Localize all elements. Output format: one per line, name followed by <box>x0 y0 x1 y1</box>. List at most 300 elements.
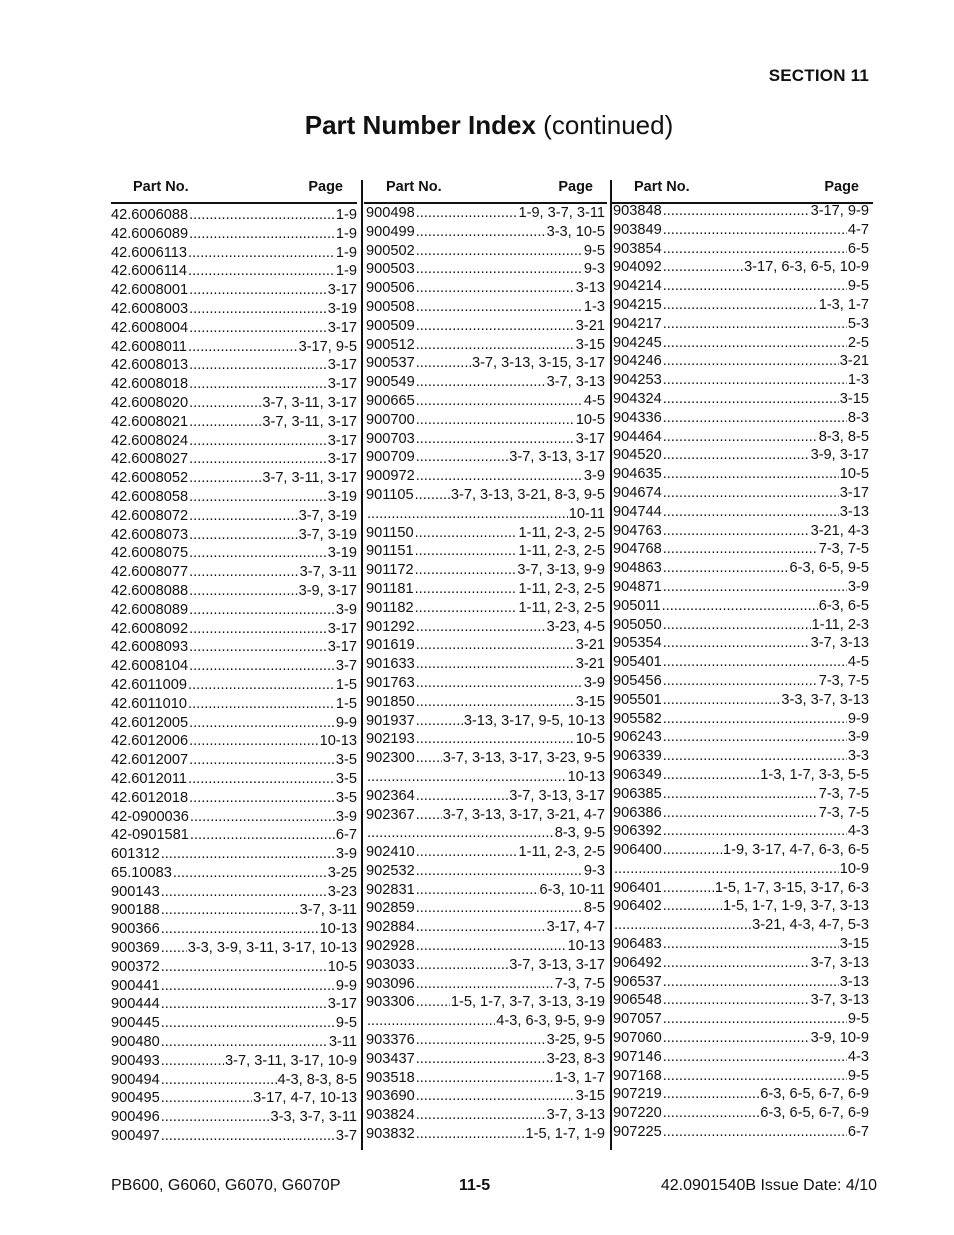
dot-leader <box>189 563 299 582</box>
index-entry <box>111 1127 357 1146</box>
part-number: 905354 <box>613 635 662 652</box>
page-references: 3-7, 3-13 <box>810 992 869 1009</box>
dot-leader <box>190 826 335 845</box>
dot-leader <box>663 672 818 691</box>
index-entry <box>111 1052 357 1071</box>
footer-models: PB600, G6060, G6070, G6070P <box>111 1177 341 1194</box>
page-references: 8-3 <box>847 409 869 426</box>
page-references: 3-7, 3-13 <box>546 374 605 391</box>
page-references: 9-3 <box>583 261 605 278</box>
index-entry <box>111 544 357 563</box>
part-number: 42.6008020 <box>111 394 189 411</box>
part-number: 902831 <box>366 881 415 898</box>
part-number: 901172 <box>366 562 414 579</box>
page-references: 3-17 <box>327 319 357 336</box>
column-header <box>612 178 873 204</box>
part-number: 906492 <box>613 954 662 971</box>
dot-leader <box>663 1010 847 1029</box>
index-entry <box>613 691 869 710</box>
dot-leader <box>189 300 327 319</box>
dot-leader <box>663 1048 847 1067</box>
page-references: 10-9 <box>839 860 869 877</box>
index-entry <box>366 993 605 1012</box>
page-references: 3-7, 3-11, 3-17 <box>262 394 357 411</box>
index-entry <box>613 221 869 240</box>
part-number: 42.6011010 <box>111 695 188 712</box>
part-no-header: Part No. <box>634 179 690 195</box>
dot-leader <box>416 1125 525 1144</box>
part-number: 907168 <box>613 1067 662 1084</box>
dot-leader <box>663 522 810 541</box>
index-entry <box>366 430 605 449</box>
dot-leader <box>416 430 575 449</box>
index-entry <box>613 897 869 916</box>
part-number: 901150 <box>366 524 414 541</box>
page-references: 3-7, 3-11 <box>299 564 357 581</box>
dot-leader <box>188 338 298 357</box>
page-references: 6-3, 6-5, 9-5 <box>789 560 869 577</box>
part-number: 903824 <box>366 1107 415 1124</box>
part-number: 906349 <box>613 766 662 783</box>
index-entry <box>366 392 605 411</box>
part-number: 42.6011009 <box>111 676 188 693</box>
dot-leader <box>189 601 335 620</box>
index-entry <box>366 618 605 637</box>
index-entry <box>613 822 869 841</box>
page-references: 3-21, 4-3, 4-7, 5-3 <box>752 917 869 934</box>
index-entry <box>366 505 605 524</box>
part-number: 904246 <box>613 353 662 370</box>
part-number: 42.6008011 <box>111 338 188 355</box>
part-number: 601312 <box>111 846 160 863</box>
index-entry <box>111 958 357 977</box>
page-references: 6-3, 6-5 <box>818 597 869 614</box>
index-entry <box>111 432 357 451</box>
index-entry <box>111 826 357 845</box>
page-references: 3-7, 3-19 <box>298 507 357 524</box>
part-number: 904217 <box>613 315 662 332</box>
dot-leader <box>367 824 554 843</box>
index-entry <box>111 244 357 263</box>
page-references: 3-7, 3-13, 3-17 <box>509 449 605 466</box>
page-references: 1-9 <box>335 207 357 223</box>
dot-leader <box>189 375 327 394</box>
part-number: 901151 <box>366 543 414 560</box>
dot-leader <box>189 488 327 507</box>
dot-leader <box>416 1069 554 1088</box>
dot-leader <box>189 469 261 488</box>
part-number: 42.6008021 <box>111 413 189 430</box>
dot-leader <box>161 1014 335 1033</box>
dot-leader <box>415 524 518 543</box>
index-entry <box>366 298 605 317</box>
index-entry <box>366 448 605 467</box>
part-number: 906339 <box>613 748 662 765</box>
page-references: 1-5, 1-7, 1-9 <box>525 1126 605 1143</box>
page-references: 3-17 <box>839 484 869 501</box>
dot-leader <box>161 883 327 902</box>
part-number: 903437 <box>366 1050 415 1067</box>
part-number: 42.6008077 <box>111 564 189 581</box>
dot-leader <box>189 413 261 432</box>
part-number: 901850 <box>366 693 415 710</box>
index-entry <box>366 881 605 900</box>
part-number: 906402 <box>613 898 662 915</box>
page-references: 3-15 <box>575 1088 605 1105</box>
dot-leader <box>189 225 335 244</box>
page-references: 3-21 <box>575 637 605 654</box>
part-number: 42.6008093 <box>111 639 189 656</box>
part-number: 42-0901581 <box>111 827 189 844</box>
index-entry <box>366 467 605 486</box>
part-number: 42.6006088 <box>111 207 189 223</box>
index-entry <box>111 488 357 507</box>
part-number: 904635 <box>613 466 662 483</box>
index-entry <box>613 1104 869 1123</box>
page-references: 3-7, 3-13, 3-21, 8-3, 9-5 <box>450 486 605 503</box>
page-references: 4-7 <box>847 221 869 238</box>
index-entry <box>613 785 869 804</box>
page-references: 3-17, 6-3, 6-5, 10-9 <box>744 259 869 276</box>
index-entry <box>613 522 869 541</box>
index-entry <box>366 204 605 223</box>
part-number: 900703 <box>366 430 415 447</box>
dot-leader <box>189 751 335 770</box>
dot-leader <box>416 618 546 637</box>
dot-leader <box>614 916 751 935</box>
part-number: 902532 <box>366 862 415 879</box>
index-entry <box>613 916 869 935</box>
part-number: 903854 <box>613 240 662 257</box>
page-references: 3-17, 9-9 <box>810 203 869 219</box>
index-entry <box>366 561 605 580</box>
dot-leader <box>416 787 509 806</box>
part-number: 900496 <box>111 1109 160 1126</box>
part-number: 42.6008052 <box>111 470 189 487</box>
page-references: 3-11 <box>328 1034 357 1051</box>
index-entry <box>613 559 869 578</box>
page-references: 3-13 <box>839 973 869 990</box>
dot-leader <box>416 242 583 261</box>
page-references: 3-19 <box>327 488 357 505</box>
page-references: 3-17 <box>327 639 357 656</box>
page-references: 1-5 <box>335 695 357 712</box>
page-references: 4-3, 6-3, 9-5, 9-9 <box>496 1013 605 1030</box>
index-entry <box>366 524 605 543</box>
part-number: 906548 <box>613 992 662 1009</box>
index-entry <box>613 503 869 522</box>
index-entry <box>366 599 605 618</box>
dot-leader <box>663 446 810 465</box>
part-number: 902928 <box>366 938 415 955</box>
index-entry <box>111 582 357 601</box>
dot-leader <box>161 1108 270 1127</box>
index-entry <box>613 1067 869 1086</box>
part-number: 900495 <box>111 1090 160 1107</box>
part-number: 903376 <box>366 1032 415 1049</box>
dot-leader <box>188 676 335 695</box>
index-entry <box>366 824 605 843</box>
part-number: 902410 <box>366 844 415 861</box>
part-number: 904324 <box>613 390 662 407</box>
dot-leader <box>416 862 583 881</box>
dot-leader <box>161 1071 277 1090</box>
index-entry <box>613 954 869 973</box>
page-references: 3-17, 9-5 <box>298 338 357 355</box>
page-references: 3-17 <box>327 620 357 637</box>
page-references: 1-11, 2-3 <box>811 616 869 633</box>
dot-leader <box>415 486 450 505</box>
page-references: 3-9 <box>583 468 605 485</box>
part-number: 901763 <box>366 674 415 691</box>
section-label: SECTION 11 <box>768 66 869 85</box>
part-number: 900509 <box>366 317 415 334</box>
dot-leader <box>161 901 299 920</box>
index-entry <box>613 597 869 616</box>
entry-list <box>366 204 605 1144</box>
dot-leader <box>416 223 546 242</box>
page-references: 9-9 <box>335 714 357 731</box>
dot-leader <box>189 620 327 639</box>
dot-leader <box>189 582 297 601</box>
index-entry <box>111 300 357 319</box>
index-entry <box>366 317 605 336</box>
index-entry <box>111 864 357 883</box>
dot-leader <box>663 785 818 804</box>
dot-leader <box>367 1012 495 1031</box>
index-entry <box>111 1033 357 1052</box>
part-number: 900188 <box>111 902 160 919</box>
page-references: 10-5 <box>575 411 605 428</box>
index-entry <box>613 371 869 390</box>
part-number: 42.6008018 <box>111 376 189 393</box>
part-number: 905401 <box>613 654 662 671</box>
dot-leader <box>663 1029 810 1048</box>
dot-leader <box>415 561 517 580</box>
part-number: 904092 <box>613 259 662 276</box>
part-number: 42.6012011 <box>111 770 188 787</box>
index-entry <box>366 749 605 768</box>
index-entry <box>613 634 869 653</box>
dot-leader <box>663 973 839 992</box>
part-number: 42.6012007 <box>111 752 189 769</box>
page-references: 7-3, 7-5 <box>554 975 605 992</box>
part-number: 901181 <box>366 580 414 597</box>
part-number: 42.6012005 <box>111 714 189 731</box>
part-number: 907057 <box>613 1011 662 1028</box>
part-number: 905501 <box>613 691 662 708</box>
dot-leader <box>663 221 847 240</box>
page-references: 1-9, 3-7, 3-11 <box>518 205 605 221</box>
dot-leader <box>161 1127 335 1146</box>
page-references: 3-13 <box>839 503 869 520</box>
part-number: 42.6008092 <box>111 620 189 637</box>
page-references: 3-17, 4-7 <box>546 919 605 936</box>
index-entry <box>111 206 357 225</box>
part-number: 906243 <box>613 729 662 746</box>
part-number: 902884 <box>366 919 415 936</box>
index-entry <box>111 995 357 1014</box>
dot-leader <box>189 638 327 657</box>
page-references: 3-25 <box>327 864 357 881</box>
page-references: 1-5, 1-7, 1-9, 3-7, 3-13 <box>722 898 869 915</box>
index-entry <box>613 1029 869 1048</box>
part-number: 42.6012006 <box>111 733 189 750</box>
dot-leader <box>663 634 810 653</box>
page-references: 3-17 <box>575 430 605 447</box>
page-references: 1-3 <box>847 372 869 389</box>
page-references: 3-15 <box>575 336 605 353</box>
dot-leader <box>161 920 319 939</box>
dot-leader <box>663 841 722 860</box>
dot-leader <box>663 935 839 954</box>
part-number: 904768 <box>613 541 662 558</box>
index-entry <box>613 935 869 954</box>
index-entry <box>111 1108 357 1127</box>
column-header <box>111 178 357 204</box>
dot-leader <box>663 484 839 503</box>
dot-leader <box>663 202 810 221</box>
index-entry <box>366 1087 605 1106</box>
index-entry <box>366 956 605 975</box>
part-number: 907146 <box>613 1048 662 1065</box>
part-no-header: Part No. <box>386 179 442 195</box>
dot-leader <box>663 409 847 428</box>
part-number: 905050 <box>613 616 662 633</box>
part-number: 902859 <box>366 900 415 917</box>
page-references: 1-3, 1-7 <box>818 296 869 313</box>
page-header: Page <box>558 179 593 195</box>
dot-leader <box>367 505 568 524</box>
index-entry <box>613 484 869 503</box>
page-references: 4-3, 8-3, 8-5 <box>277 1071 357 1088</box>
page-references: 7-3, 7-5 <box>818 785 869 802</box>
dot-leader <box>189 507 297 526</box>
index-entry <box>613 747 869 766</box>
dot-leader <box>663 1104 760 1123</box>
page-references: 3-9 <box>583 674 605 691</box>
dot-leader <box>416 373 546 392</box>
part-number: 901182 <box>366 599 414 616</box>
page-references: 3-9 <box>335 808 357 825</box>
index-entry <box>613 1048 869 1067</box>
part-number: 42.6008001 <box>111 282 189 299</box>
dot-leader <box>188 262 335 281</box>
dot-leader <box>416 881 539 900</box>
index-entry <box>613 1085 869 1104</box>
index-entry <box>613 540 869 559</box>
dot-leader <box>416 1031 546 1050</box>
index-entry <box>111 939 357 958</box>
dot-leader <box>663 804 818 823</box>
part-number: 907060 <box>613 1030 662 1047</box>
part-number: 900369 <box>111 940 160 957</box>
page-references: 7-3, 7-5 <box>818 541 869 558</box>
dot-leader <box>189 319 327 338</box>
part-number: 904464 <box>613 428 662 445</box>
page-references: 3-7, 3-13, 3-17, 3-23, 9-5 <box>442 750 605 767</box>
dot-leader <box>189 394 261 413</box>
dot-leader <box>416 448 509 467</box>
dot-leader <box>416 279 575 298</box>
dot-leader <box>663 710 847 729</box>
page-references: 9-5 <box>847 1067 869 1084</box>
part-number: 900493 <box>111 1052 160 1069</box>
index-entry <box>366 768 605 787</box>
index-entry <box>613 672 869 691</box>
page-references: 3-9 <box>847 578 869 595</box>
index-entry <box>613 728 869 747</box>
index-entry <box>111 450 357 469</box>
part-number: 904744 <box>613 503 662 520</box>
dot-leader <box>161 1052 224 1071</box>
page-references: 3-15 <box>839 390 869 407</box>
part-number: 900665 <box>366 392 415 409</box>
dot-leader <box>416 1106 546 1125</box>
part-number: 900441 <box>111 977 160 994</box>
page-references: 3-23, 8-3 <box>546 1050 605 1067</box>
index-entry <box>613 428 869 447</box>
part-number: 904245 <box>613 334 662 351</box>
dot-leader <box>416 636 575 655</box>
index-entry <box>111 845 357 864</box>
dot-leader <box>416 899 583 918</box>
page-references: 3-9, 3-17 <box>298 582 357 599</box>
page-references: 3-13 <box>575 280 605 297</box>
part-number: 904863 <box>613 560 662 577</box>
page-references: 1-11, 2-3, 2-5 <box>518 844 605 861</box>
dot-leader <box>663 766 760 785</box>
dot-leader <box>663 503 839 522</box>
page-references: 10-13 <box>319 733 357 750</box>
dot-leader <box>161 995 327 1014</box>
part-number: 904336 <box>613 409 662 426</box>
index-entry <box>111 469 357 488</box>
part-number: 903832 <box>366 1126 415 1143</box>
dot-leader <box>189 657 335 676</box>
index-entry <box>366 542 605 561</box>
page-references: 1-5, 1-7, 3-15, 3-17, 6-3 <box>714 879 869 896</box>
index-entry <box>366 1069 605 1088</box>
dot-leader <box>415 599 518 618</box>
dot-leader <box>416 806 442 825</box>
page-references: 6-3, 6-5, 6-7, 6-9 <box>760 1086 869 1103</box>
index-entry <box>111 1089 357 1108</box>
index-entry <box>366 655 605 674</box>
part-number: 907219 <box>613 1086 662 1103</box>
part-number: 900444 <box>111 996 160 1013</box>
page-references: 3-7, 3-13 <box>546 1107 605 1124</box>
index-entry <box>111 319 357 338</box>
index-entry <box>613 1123 869 1142</box>
dot-leader <box>161 845 335 864</box>
index-entry <box>111 281 357 300</box>
page-references: 3-7, 3-13, 3-17 <box>509 787 605 804</box>
dot-leader <box>189 789 335 808</box>
part-number: 900494 <box>111 1071 160 1088</box>
part-number: 42.6008003 <box>111 300 189 317</box>
dot-leader <box>416 749 442 768</box>
index-entry <box>366 636 605 655</box>
part-number: 902300 <box>366 750 415 767</box>
page-references: 3-7, 3-13 <box>810 954 869 971</box>
dot-leader <box>416 712 463 731</box>
index-entry <box>366 1012 605 1031</box>
dot-leader <box>416 1087 575 1106</box>
page-references: 1-5 <box>335 676 357 693</box>
part-number: 900498 <box>366 205 415 221</box>
dot-leader <box>663 352 839 371</box>
